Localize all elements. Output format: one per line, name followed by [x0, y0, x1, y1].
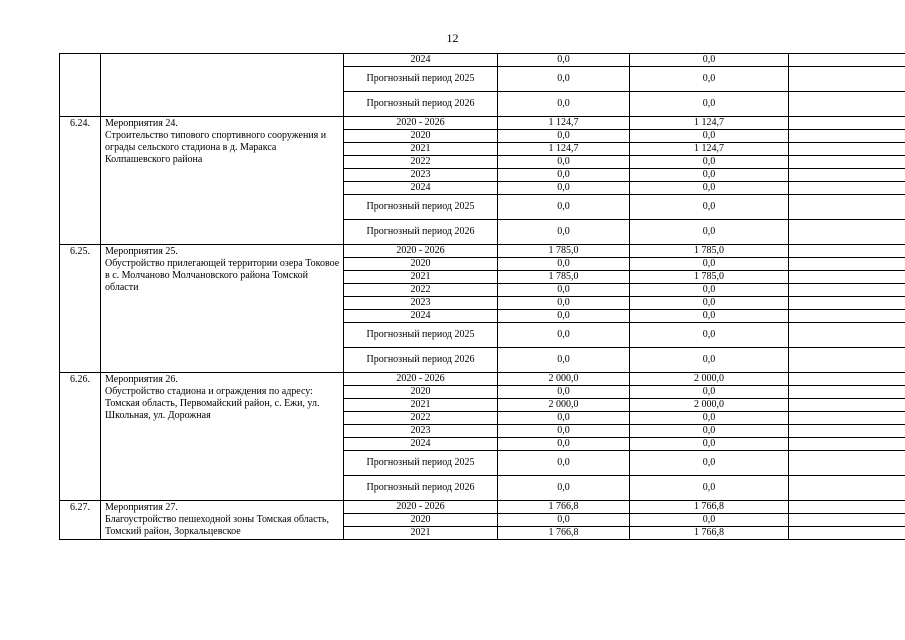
value-cell-1: 0,0 — [498, 54, 630, 67]
value-cell-3 — [789, 412, 905, 425]
value-cell-3 — [789, 67, 905, 92]
funding-table — [59, 53, 905, 540]
value-cell-1: 1 766,8 — [498, 501, 630, 514]
value-cell-1: 0,0 — [498, 425, 630, 438]
value-cell-3 — [789, 425, 905, 438]
value-cell-1: 1 124,7 — [498, 117, 630, 130]
period-cell: 2023 — [344, 169, 498, 182]
value-cell-2: 0,0 — [630, 310, 789, 323]
value-cell-1: 2 000,0 — [498, 373, 630, 386]
period-cell: 2021 — [344, 271, 498, 284]
value-cell-1: 0,0 — [498, 195, 630, 220]
value-cell-3 — [789, 451, 905, 476]
value-cell-2: 0,0 — [630, 182, 789, 195]
item-title: Мероприятия 24. — [105, 118, 178, 129]
period-cell: 2022 — [344, 412, 498, 425]
value-cell-2: 0,0 — [630, 130, 789, 143]
value-cell-2: 0,0 — [630, 284, 789, 297]
item-number-cell: 6.27. — [60, 501, 101, 540]
period-cell: Прогнозный период 2025 — [344, 451, 498, 476]
value-cell-2: 2 000,0 — [630, 399, 789, 412]
value-cell-2: 0,0 — [630, 54, 789, 67]
table-row — [60, 373, 905, 386]
value-cell-2: 0,0 — [630, 297, 789, 310]
period-cell: 2020 — [344, 514, 498, 527]
item-description: Обустройство стадиона и ограждения по адресу: Томская область, Первомайский район, с. Ежи, ул. Школьная, ул. Дорожная — [105, 386, 320, 421]
value-cell-1: 0,0 — [498, 169, 630, 182]
value-cell-3 — [789, 182, 905, 195]
value-cell-2: 1 124,7 — [630, 117, 789, 130]
value-cell-1: 1 766,8 — [498, 527, 630, 540]
value-cell-1: 0,0 — [498, 130, 630, 143]
period-cell: 2020 - 2026 — [344, 245, 498, 258]
value-cell-3 — [789, 399, 905, 412]
value-cell-1: 0,0 — [498, 284, 630, 297]
value-cell-3 — [789, 143, 905, 156]
value-cell-3 — [789, 258, 905, 271]
period-cell: 2020 - 2026 — [344, 117, 498, 130]
value-cell-2: 0,0 — [630, 156, 789, 169]
value-cell-2: 0,0 — [630, 514, 789, 527]
value-cell-1: 1 785,0 — [498, 271, 630, 284]
value-cell-1: 0,0 — [498, 451, 630, 476]
table-row — [60, 117, 905, 130]
period-cell: 2022 — [344, 156, 498, 169]
item-title: Мероприятия 25. — [105, 246, 178, 257]
period-cell: Прогнозный период 2026 — [344, 92, 498, 117]
value-cell-3 — [789, 323, 905, 348]
value-cell-1: 0,0 — [498, 310, 630, 323]
value-cell-1: 0,0 — [498, 323, 630, 348]
value-cell-2: 0,0 — [630, 258, 789, 271]
period-cell: 2022 — [344, 284, 498, 297]
value-cell-1: 0,0 — [498, 258, 630, 271]
value-cell-3 — [789, 220, 905, 245]
item-number-cell: 6.24. — [60, 117, 101, 245]
period-cell: Прогнозный период 2025 — [344, 323, 498, 348]
period-cell: 2020 — [344, 386, 498, 399]
item-description-cell — [101, 373, 344, 501]
value-cell-1: 0,0 — [498, 412, 630, 425]
period-cell: Прогнозный период 2026 — [344, 220, 498, 245]
value-cell-2: 0,0 — [630, 386, 789, 399]
period-cell: Прогнозный период 2026 — [344, 476, 498, 501]
value-cell-2: 0,0 — [630, 425, 789, 438]
item-number-cell: 6.25. — [60, 245, 101, 373]
value-cell-1: 1 785,0 — [498, 245, 630, 258]
value-cell-3 — [789, 156, 905, 169]
value-cell-2: 0,0 — [630, 451, 789, 476]
value-cell-2: 0,0 — [630, 92, 789, 117]
value-cell-1: 0,0 — [498, 348, 630, 373]
table-body — [60, 54, 905, 540]
value-cell-2: 0,0 — [630, 476, 789, 501]
value-cell-3 — [789, 169, 905, 182]
value-cell-1: 0,0 — [498, 220, 630, 245]
value-cell-1: 1 124,7 — [498, 143, 630, 156]
value-cell-3 — [789, 271, 905, 284]
value-cell-2: 0,0 — [630, 67, 789, 92]
value-cell-1: 0,0 — [498, 297, 630, 310]
value-cell-1: 0,0 — [498, 514, 630, 527]
value-cell-2: 0,0 — [630, 169, 789, 182]
period-cell: 2020 - 2026 — [344, 501, 498, 514]
table-row — [60, 245, 905, 258]
period-cell: 2021 — [344, 399, 498, 412]
period-cell: 2024 — [344, 310, 498, 323]
value-cell-2: 1 766,8 — [630, 527, 789, 540]
value-cell-1: 0,0 — [498, 438, 630, 451]
value-cell-1: 2 000,0 — [498, 399, 630, 412]
value-cell-3 — [789, 527, 905, 540]
value-cell-3 — [789, 117, 905, 130]
table-row — [60, 501, 905, 514]
item-number-cell — [60, 54, 101, 117]
value-cell-3 — [789, 386, 905, 399]
item-title: Мероприятия 26. — [105, 374, 178, 385]
period-cell: 2024 — [344, 438, 498, 451]
value-cell-1: 0,0 — [498, 476, 630, 501]
value-cell-2: 0,0 — [630, 323, 789, 348]
period-cell: 2020 — [344, 258, 498, 271]
period-cell: 2020 - 2026 — [344, 373, 498, 386]
item-description: Благоустройство пешеходной зоны Томская область, Томский район, Зоркальцевское — [105, 514, 329, 537]
table-row — [60, 54, 905, 67]
period-cell: 2021 — [344, 527, 498, 540]
value-cell-2: 0,0 — [630, 348, 789, 373]
value-cell-2: 0,0 — [630, 195, 789, 220]
value-cell-3 — [789, 54, 905, 67]
period-cell: 2023 — [344, 425, 498, 438]
value-cell-3 — [789, 297, 905, 310]
item-title: Мероприятия 27. — [105, 502, 178, 513]
value-cell-3 — [789, 438, 905, 451]
value-cell-3 — [789, 514, 905, 527]
item-description: Строительство типового спортивного сооружения и ограды сельского стадиона в д. Маракса Колпашевского района — [105, 130, 327, 165]
value-cell-3 — [789, 310, 905, 323]
page-number: 12 — [446, 31, 459, 45]
period-cell: 2021 — [344, 143, 498, 156]
value-cell-1: 0,0 — [498, 386, 630, 399]
item-description-cell — [101, 245, 344, 373]
value-cell-3 — [789, 245, 905, 258]
item-description: Обустройство прилегающей территории озера Токовое в с. Молчаново Молчановского района Томской области — [105, 258, 340, 293]
value-cell-2: 2 000,0 — [630, 373, 789, 386]
period-cell: Прогнозный период 2025 — [344, 67, 498, 92]
period-cell: 2024 — [344, 182, 498, 195]
value-cell-2: 0,0 — [630, 412, 789, 425]
value-cell-3 — [789, 501, 905, 514]
period-cell: 2020 — [344, 130, 498, 143]
value-cell-3 — [789, 373, 905, 386]
value-cell-3 — [789, 130, 905, 143]
value-cell-3 — [789, 92, 905, 117]
value-cell-2: 1 766,8 — [630, 501, 789, 514]
value-cell-1: 0,0 — [498, 156, 630, 169]
item-description-cell — [101, 501, 344, 540]
value-cell-3 — [789, 284, 905, 297]
value-cell-2: 1 785,0 — [630, 245, 789, 258]
value-cell-2: 1 124,7 — [630, 143, 789, 156]
period-cell: 2023 — [344, 297, 498, 310]
value-cell-1: 0,0 — [498, 92, 630, 117]
period-cell: Прогнозный период 2025 — [344, 195, 498, 220]
value-cell-2: 0,0 — [630, 220, 789, 245]
value-cell-1: 0,0 — [498, 182, 630, 195]
value-cell-3 — [789, 195, 905, 220]
period-cell: 2024 — [344, 54, 498, 67]
value-cell-3 — [789, 348, 905, 373]
value-cell-2: 0,0 — [630, 438, 789, 451]
item-description-cell — [101, 54, 344, 117]
value-cell-2: 1 785,0 — [630, 271, 789, 284]
value-cell-1: 0,0 — [498, 67, 630, 92]
item-number-cell: 6.26. — [60, 373, 101, 501]
period-cell: Прогнозный период 2026 — [344, 348, 498, 373]
value-cell-3 — [789, 476, 905, 501]
item-description-cell — [101, 117, 344, 245]
